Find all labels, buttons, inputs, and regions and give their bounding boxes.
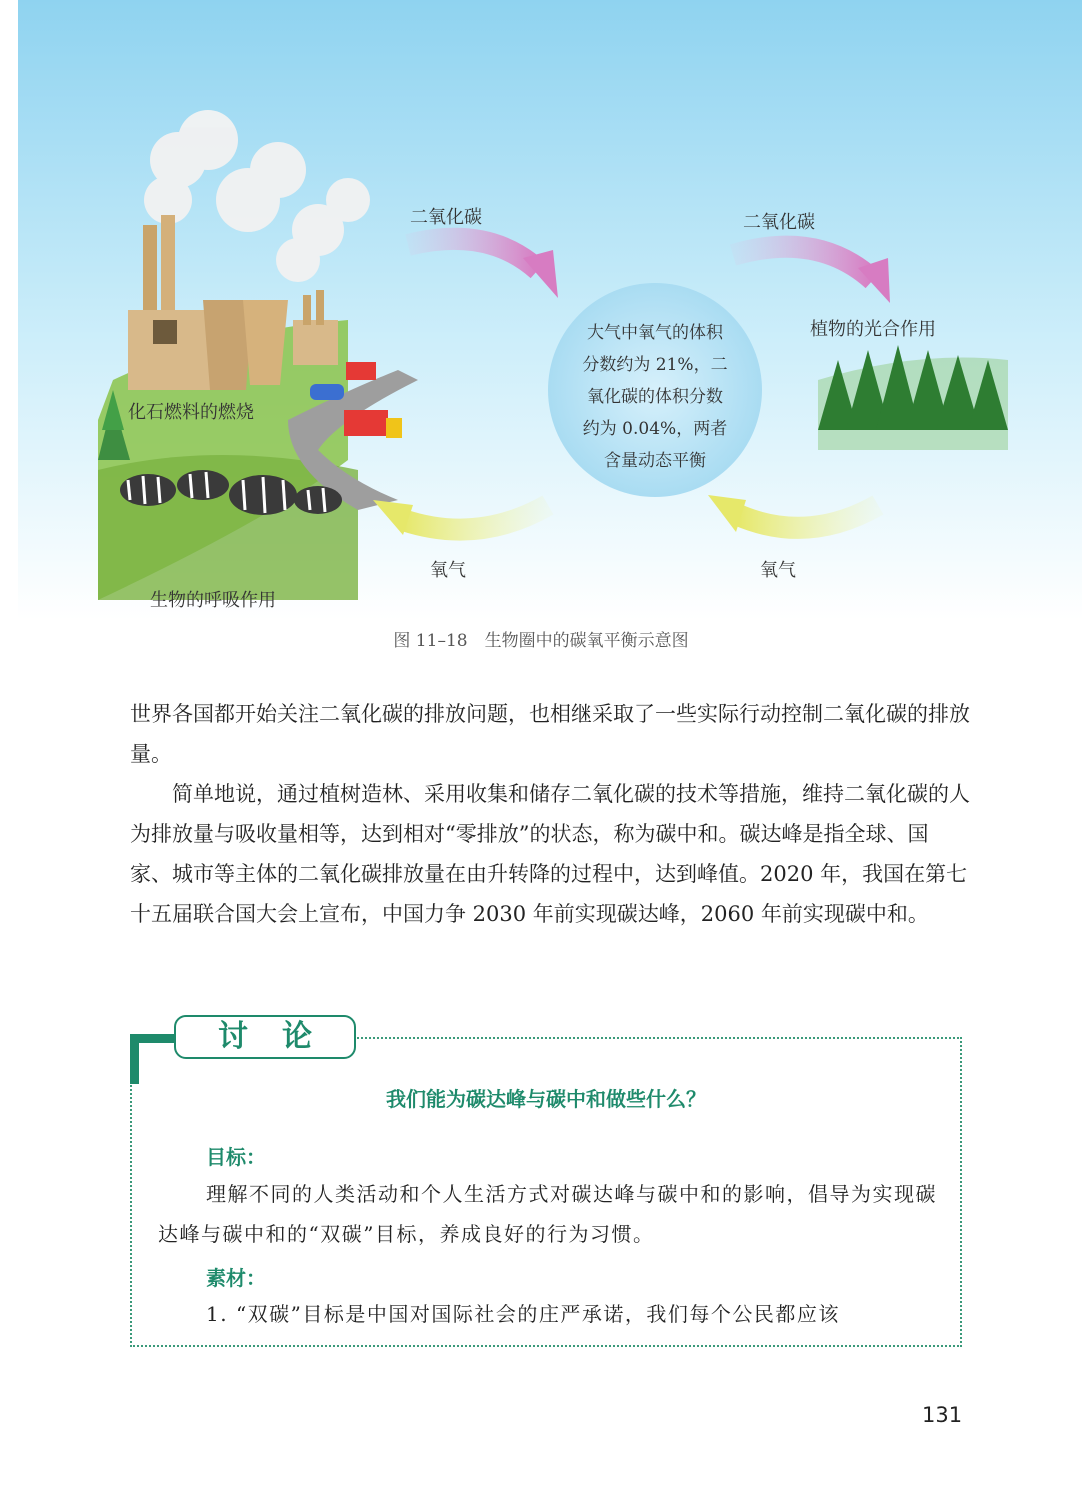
paragraph-2: 简单地说，通过植树造林、采用收集和储存二氧化碳的技术等措施，维持二氧化碳的人为排放量与吸收量相等，达到相对“零排放”的状态，称为碳中和。碳达峰是指全球、国家、城市等主体的二氧化碳排放量在由升转降的过程中，达到峰值。2020 年，我国在第七十五届联合国大会上宣布，中国力争 2030 年前实现碳达峰，2060 年前实现碳中和。 xyxy=(130,782,970,926)
truck-icon xyxy=(346,362,376,380)
discussion-title: 讨论 xyxy=(174,1015,356,1059)
fossil-fuel-label: 化石燃料的燃烧 xyxy=(128,402,254,423)
center-line: 含量动态平衡 xyxy=(604,451,706,471)
page-number: 131 xyxy=(922,1403,963,1427)
co2-label-left: 二氧化碳 xyxy=(410,207,482,228)
carbon-oxygen-figure xyxy=(18,0,1082,620)
goal-text: 理解不同的人类活动和个人生活方式对碳达峰与碳中和的影响，倡导为实现碳达峰与碳中和的“双碳”目标，养成良好的行为习惯。 xyxy=(158,1182,937,1246)
center-line: 约为 0.04%，两者 xyxy=(582,419,728,439)
material-heading: 素材： xyxy=(206,1266,266,1290)
goal-heading: 目标： xyxy=(206,1145,266,1169)
material-text: 1. “双碳”目标是中国对国际社会的庄严承诺，我们每个公民都应该 xyxy=(206,1302,840,1326)
o2-label-left: 氧气 xyxy=(430,560,466,581)
figure-caption: 图 11–18 生物圈中的碳氧平衡示意图 xyxy=(393,631,689,651)
car-icon xyxy=(310,384,344,400)
center-line: 大气中氧气的体积 xyxy=(587,323,723,343)
center-line: 氧化碳的体积分数 xyxy=(587,387,723,407)
o2-label-right: 氧气 xyxy=(760,560,796,581)
atmosphere-description xyxy=(548,317,762,477)
photosynthesis-label: 植物的光合作用 xyxy=(810,319,936,340)
respiration-label: 生物的呼吸作用 xyxy=(150,590,276,611)
center-line: 分数约为 21%，二 xyxy=(582,355,728,375)
figure-illustration xyxy=(18,0,1082,620)
paragraph-1: 世界各国都开始关注二氧化碳的排放问题，也相继采取了一些实际行动控制二氧化碳的排放量。 xyxy=(130,702,970,766)
co2-label-right: 二氧化碳 xyxy=(743,212,815,233)
discussion-question: 我们能为碳达峰与碳中和做些什么？ xyxy=(386,1087,706,1111)
box-corner-decoration xyxy=(130,1034,176,1043)
